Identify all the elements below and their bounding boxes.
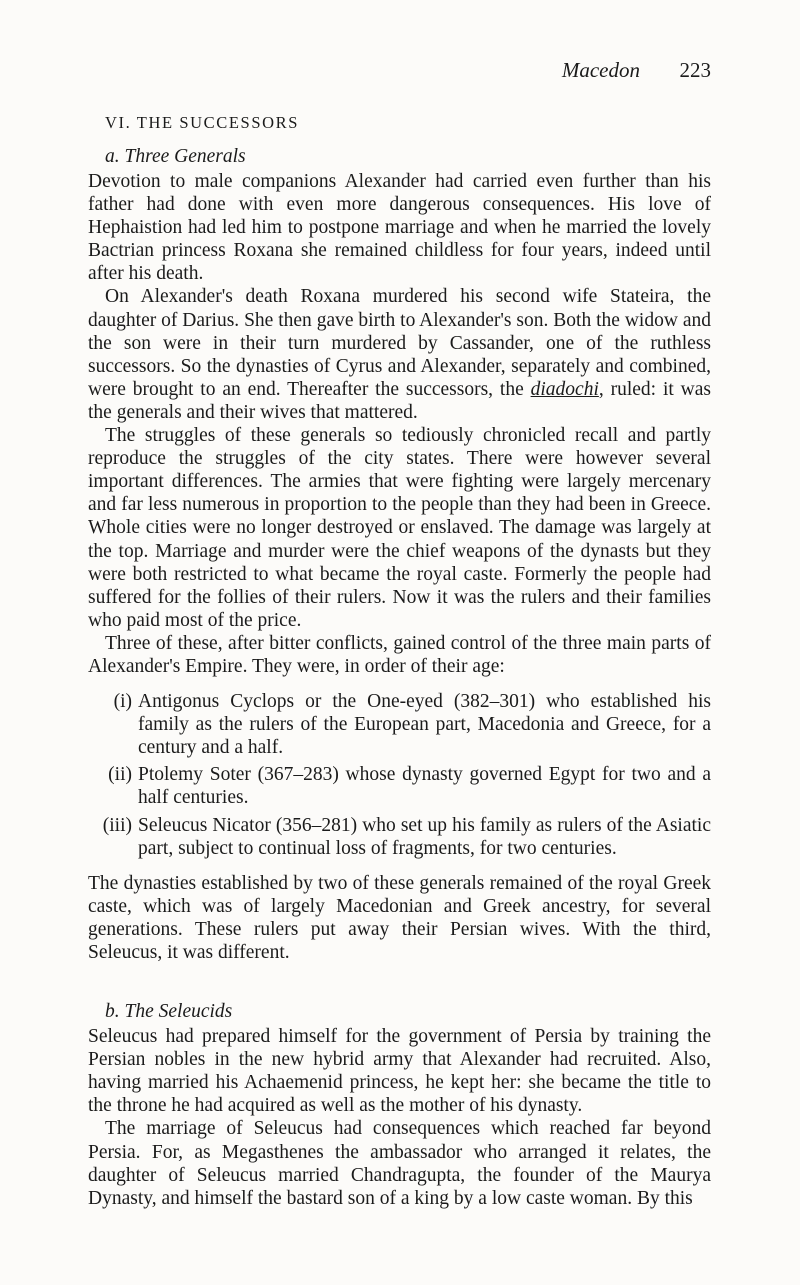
subsection-heading-seleucids: b. The Seleucids bbox=[105, 1001, 233, 1023]
list-item bbox=[88, 690, 711, 759]
running-head-title: Macedon bbox=[561, 58, 640, 82]
list-item-text: Antigonus Cyclops or the One-eyed (382–301) who established his family as the rulers of the European part, Macedonia and Greece, for a century and a half. bbox=[138, 691, 711, 759]
list-item bbox=[88, 814, 711, 860]
book-page bbox=[88, 52, 711, 1210]
paragraph-text: , ruled: it was the generals and their wives that mattered. bbox=[88, 378, 711, 423]
paragraph bbox=[88, 285, 711, 424]
list-item-number: (iii) bbox=[102, 814, 132, 836]
diadochi-term: diadochi bbox=[530, 378, 599, 400]
list-item bbox=[88, 763, 711, 809]
paragraph: Devotion to male companions Alexander had carried even further than his father had done with even more dangerous consequences. His love of Hephaistion had led him to postpone marriage and when he married the lovely Bactrian princess Roxana she remained childless for four years, indeed until after his death. bbox=[88, 171, 711, 285]
paragraph: The dynasties established by two of these generals remained of the royal Greek caste, which was of largely Macedonian and Greek ancestry, for several generations. These rulers put away their Persian wives. With the third, Seleucus, it was different. bbox=[88, 872, 711, 963]
running-head bbox=[88, 52, 711, 88]
paragraph-text: On Alexander's death Roxana murdered his second wife Stateira, the daughter of Darius. She then gave birth to Alexander's son. Both the widow and the son were in their turn murdered by Cassander, one of the ruthless successors. So the dynasties of Cyrus and Alexander, separately and combined, were brought to an end. Thereafter the successors, the bbox=[88, 286, 711, 400]
paragraph: Three of these, after bitter conflicts, gained control of the three main parts of Alexander's Empire. They were, in order of their age: bbox=[88, 632, 711, 677]
paragraph: The struggles of these generals so tediously chronicled recall and partly reproduce the struggles of the city states. There were however several important differences. The armies that were fighting were largely mercenary and far less numerous in proportion to the people than they had been in Greece. Whole cities were no longer destroyed or enslaved. The damage was largely at the top. Marriage and murder were the chief weapons of the dynasts but they were both restricted to what became the royal caste. Formerly the people had suffered for the follies of their rulers. Now it was the rulers and their families who paid most of the price. bbox=[88, 425, 711, 631]
list-item-number: (i) bbox=[113, 691, 132, 713]
page-number: 223 bbox=[679, 58, 711, 82]
paragraph: Seleucus had prepared himself for the government of Persia by training the Persian nobles in the new hybrid army that Alexander had recruited. Also, having married his Achaemenid princess, he kept her: she became the title to the throne he had acquired as well as the mother of his dynasty. bbox=[88, 1026, 711, 1117]
list-item-text: Seleucus Nicator (356–281) who set up his family as rulers of the Asiatic part, subject to continual loss of fragments, for two centuries. bbox=[138, 814, 711, 859]
generals-list bbox=[88, 690, 711, 860]
list-item-text: Ptolemy Soter (367–283) whose dynasty governed Egypt for two and a half centuries. bbox=[138, 764, 711, 809]
section-heading: VI. THE SUCCESSORS bbox=[105, 113, 299, 132]
subsection-heading-three-generals: a. Three Generals bbox=[105, 146, 246, 167]
paragraph: The marriage of Seleucus had consequences which reached far beyond Persia. For, as Megasthenes the ambassador who arranged it relates, the daughter of Seleucus married Chandragupta, the founder of the Maurya Dynasty, and himself the bastard son of a king by a low caste woman. By this bbox=[88, 1118, 711, 1209]
list-item-number: (ii) bbox=[108, 764, 132, 786]
